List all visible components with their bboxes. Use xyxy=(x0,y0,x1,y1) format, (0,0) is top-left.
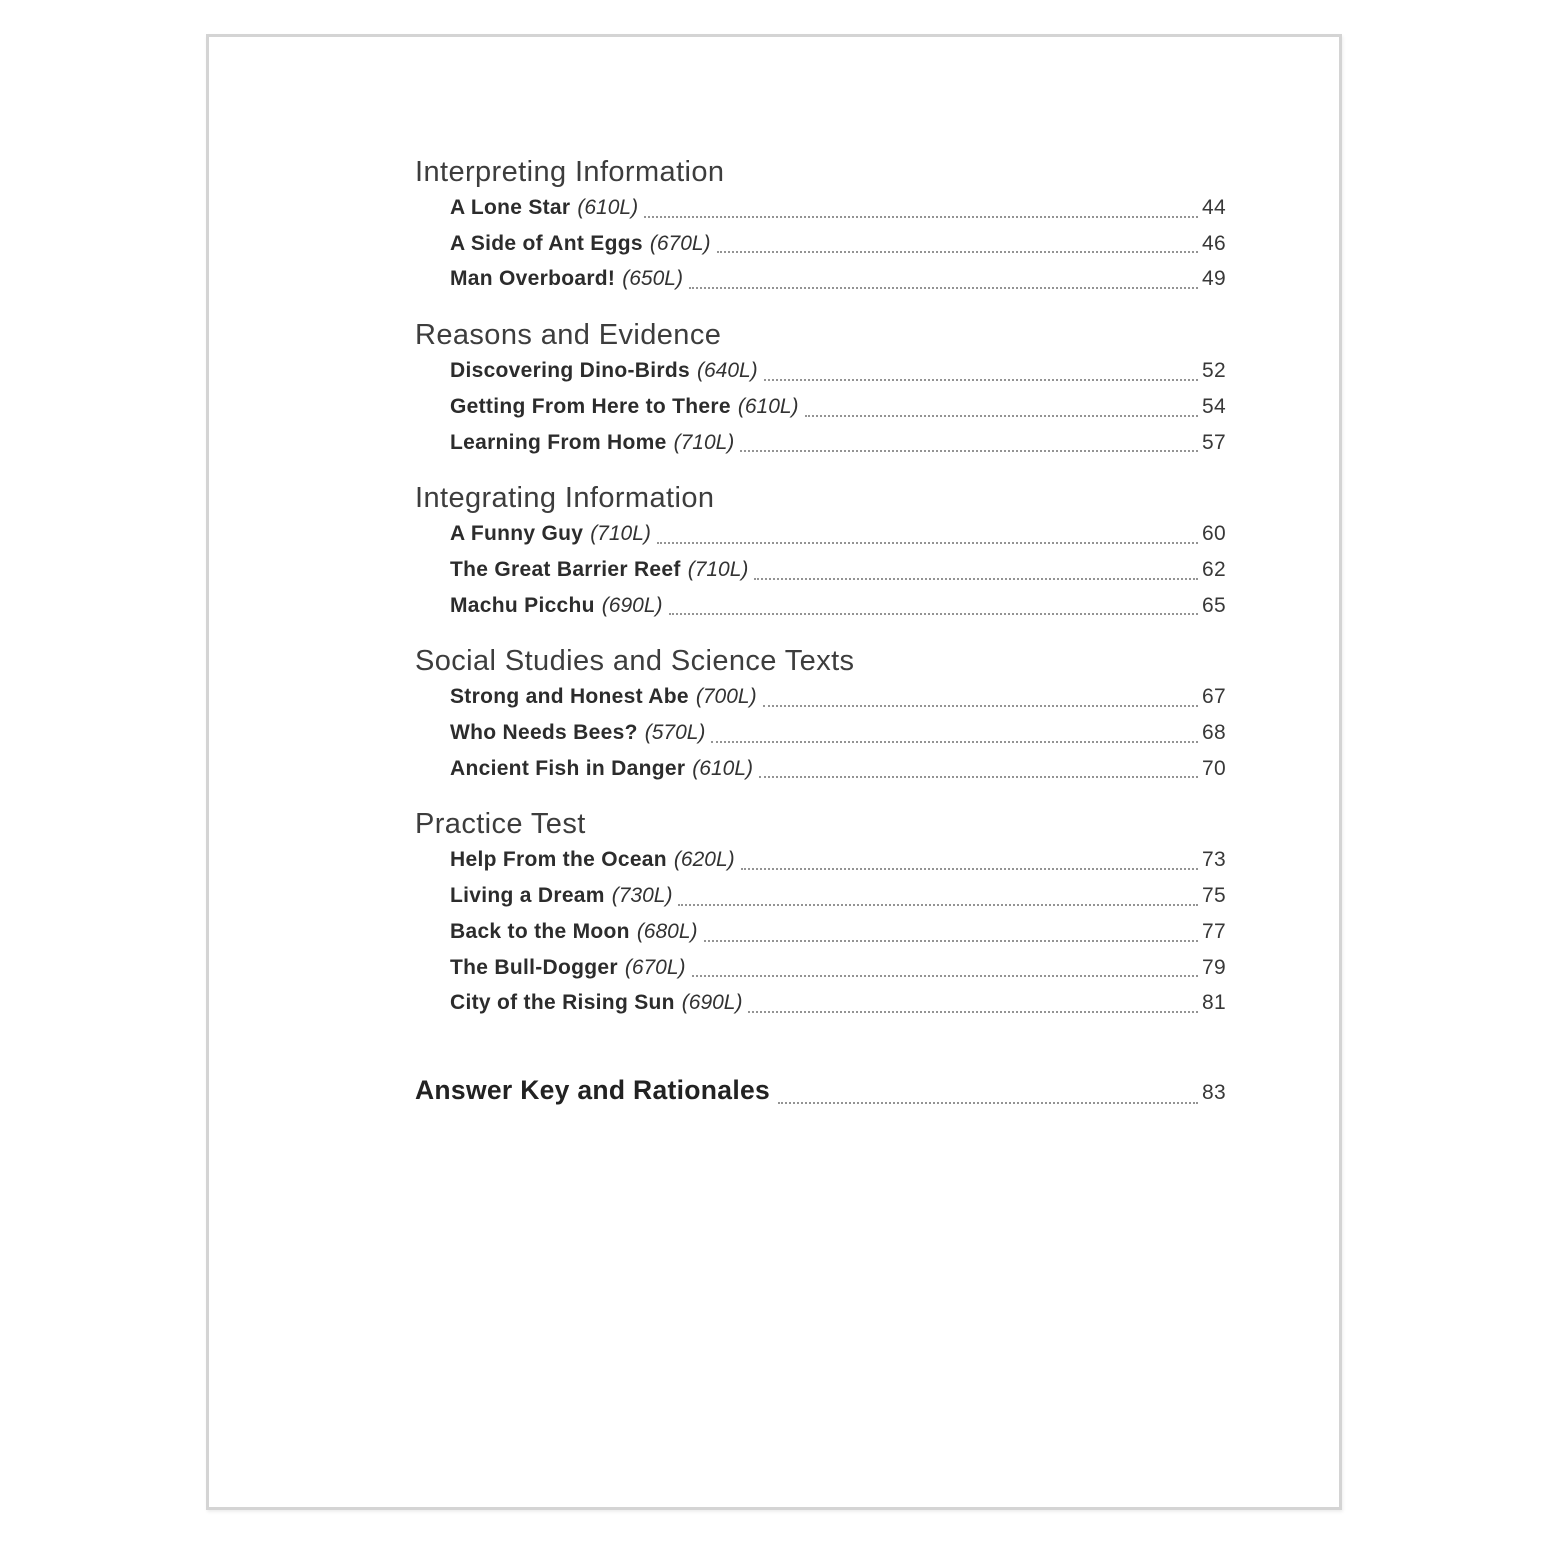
leader-dots xyxy=(717,251,1198,253)
toc-entry-page-number: 44 xyxy=(1202,196,1226,219)
toc-entry-page-number: 77 xyxy=(1202,919,1226,943)
toc-entry-page-number: 68 xyxy=(1202,721,1226,745)
toc-section xyxy=(415,806,1226,1021)
section-entries xyxy=(415,353,1226,460)
leader-dots xyxy=(704,940,1199,942)
toc-entry-lexile-level: (730L) xyxy=(611,884,673,908)
toc-entry-title: Machu Picchu xyxy=(450,593,595,617)
toc-entry-title: A Funny Guy xyxy=(450,522,584,546)
leader-dots xyxy=(741,868,1198,870)
toc-entry-title: Who Needs Bees? xyxy=(450,721,638,745)
toc-entry-title: Living a Dream xyxy=(450,884,605,908)
toc-entry-row xyxy=(415,389,1226,425)
toc-entry-lexile-level: (690L) xyxy=(681,991,743,1015)
toc-entry-row xyxy=(415,751,1226,787)
toc-entry-lexile-level: (710L) xyxy=(673,430,735,454)
toc-entry-title: A Lone Star xyxy=(450,196,571,219)
toc-entry-title: City of the Rising Sun xyxy=(450,991,675,1015)
toc-entry-row xyxy=(415,226,1226,262)
toc-entry-row xyxy=(415,261,1226,297)
toc-section xyxy=(415,317,1226,460)
toc-section-heading: Interpreting Information xyxy=(415,156,725,188)
toc-entry-row xyxy=(415,516,1226,552)
toc-entry-page-number: 49 xyxy=(1202,267,1226,291)
toc-entry-row xyxy=(415,425,1226,461)
toc-sections xyxy=(415,154,1226,1021)
toc-entry-title: Strong and Honest Abe xyxy=(450,685,689,709)
toc-entry-row xyxy=(415,588,1226,624)
leader-dots xyxy=(778,1102,1198,1104)
toc-entry-row xyxy=(415,985,1226,1021)
toc-entry-page-number: 62 xyxy=(1202,557,1226,581)
leader-dots xyxy=(740,450,1198,452)
toc-entry-page-number: 67 xyxy=(1202,685,1226,709)
toc-entry-lexile-level: (690L) xyxy=(601,593,663,617)
toc-entry-page-number: 73 xyxy=(1202,848,1226,872)
toc-entry-row xyxy=(415,353,1226,389)
leader-dots xyxy=(689,287,1198,289)
toc-entry-title: The Great Barrier Reef xyxy=(450,557,681,581)
toc-entry-lexile-level: (610L) xyxy=(692,756,753,780)
toc-entry-page-number: 46 xyxy=(1202,231,1226,255)
leader-dots xyxy=(644,216,1198,218)
leader-dots xyxy=(763,705,1198,707)
toc-entry-page-number: 60 xyxy=(1202,522,1226,546)
toc-entry-lexile-level: (620L) xyxy=(673,848,735,872)
leader-dots xyxy=(748,1011,1198,1013)
leader-dots xyxy=(764,379,1198,381)
toc-entry-lexile-level: (680L) xyxy=(636,919,698,943)
leader-dots xyxy=(754,578,1198,580)
toc-entry-title: Back to the Moon xyxy=(450,919,630,943)
toc-entry-lexile-level: (640L) xyxy=(696,359,758,383)
toc-entry-lexile-level: (670L) xyxy=(649,231,711,255)
toc-entry-lexile-level: (670L) xyxy=(624,955,686,979)
toc-entry-page-number: 70 xyxy=(1202,756,1226,780)
toc-entry-row xyxy=(415,842,1226,878)
answer-key-title: Answer Key and Rationales xyxy=(415,1074,771,1105)
leader-dots xyxy=(711,741,1198,743)
toc-entry-row xyxy=(415,914,1226,950)
toc-entry-title: Getting From Here to There xyxy=(450,394,731,418)
toc-entry-title: A Side of Ant Eggs xyxy=(450,231,643,255)
section-entries xyxy=(415,190,1226,297)
leader-dots xyxy=(657,542,1198,544)
toc-entry-page-number: 52 xyxy=(1202,359,1226,383)
toc-entry-row xyxy=(415,878,1226,914)
toc-entry-title: The Bull-Dogger xyxy=(450,955,618,979)
toc-section-heading: Social Studies and Science Texts xyxy=(415,645,855,678)
toc-section xyxy=(415,643,1226,786)
toc-entry-row xyxy=(415,950,1226,986)
toc-entry-lexile-level: (700L) xyxy=(695,685,757,709)
toc-entry-lexile-level: (610L) xyxy=(577,196,639,219)
toc-entry-row xyxy=(415,190,1226,226)
toc-entry-lexile-level: (710L) xyxy=(590,522,651,546)
toc-section-heading: Integrating Information xyxy=(415,482,715,515)
toc-section-heading: Reasons and Evidence xyxy=(415,319,722,352)
toc-entry-lexile-level: (710L) xyxy=(687,557,749,581)
leader-dots xyxy=(678,904,1198,906)
toc-entry-title: Man Overboard! xyxy=(450,267,616,291)
toc-entry-row xyxy=(415,552,1226,588)
toc-entry-row xyxy=(415,679,1226,715)
leader-dots xyxy=(692,975,1199,977)
section-entries xyxy=(415,842,1226,1021)
toc-entry-title: Ancient Fish in Danger xyxy=(450,756,686,780)
toc-entry-lexile-level: (610L) xyxy=(737,394,799,418)
toc-entry-title: Learning From Home xyxy=(450,430,667,454)
toc-section-heading: Practice Test xyxy=(415,808,586,841)
toc-entry-row xyxy=(415,715,1226,751)
toc-entry-page-number: 79 xyxy=(1202,955,1226,979)
leader-dots xyxy=(759,776,1198,778)
toc-entry-title: Discovering Dino-Birds xyxy=(450,359,690,383)
toc-section xyxy=(415,480,1226,623)
toc-section xyxy=(415,154,1226,297)
toc-entry-page-number: 57 xyxy=(1202,430,1226,454)
leader-dots xyxy=(669,613,1199,615)
table-of-contents xyxy=(415,154,1226,1113)
answer-key-page-number: 83 xyxy=(1202,1080,1226,1104)
toc-entry-lexile-level: (570L) xyxy=(644,721,706,745)
toc-entry-title: Help From the Ocean xyxy=(450,848,667,872)
section-entries xyxy=(415,516,1226,623)
toc-entry-page-number: 81 xyxy=(1202,991,1226,1015)
answer-key-row xyxy=(415,1070,1226,1113)
book-page xyxy=(206,34,1342,1510)
toc-entry-lexile-level: (650L) xyxy=(622,267,683,291)
leader-dots xyxy=(805,415,1198,417)
toc-entry-page-number: 75 xyxy=(1202,884,1226,908)
toc-entry-page-number: 54 xyxy=(1202,394,1226,418)
section-entries xyxy=(415,679,1226,786)
toc-entry-page-number: 65 xyxy=(1202,593,1226,617)
